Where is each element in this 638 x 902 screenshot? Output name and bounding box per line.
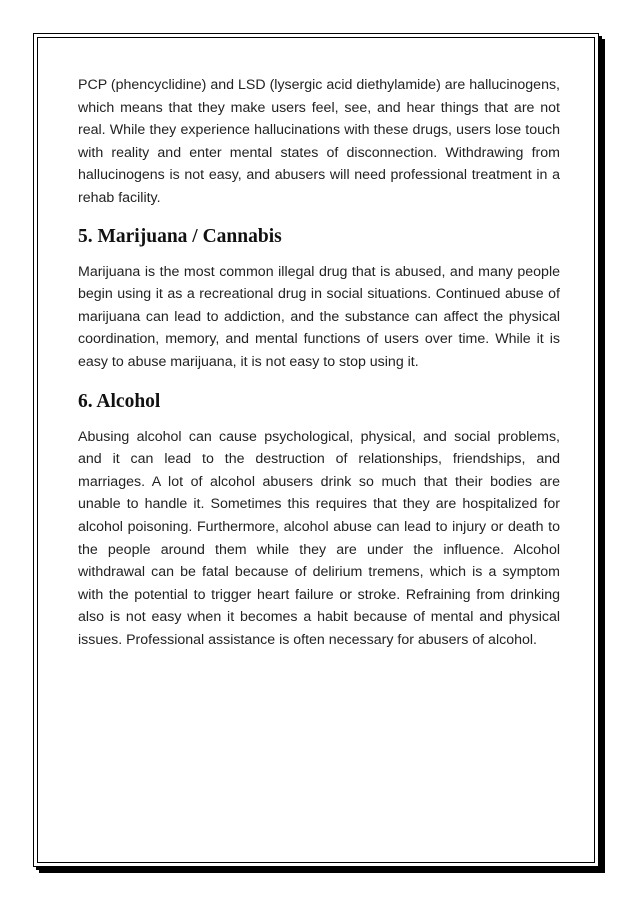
document-content	[78, 74, 560, 651]
intro-paragraph: PCP (phencyclidine) and LSD (lysergic acid diethylamide) are hallucinogens, which means that they make users feel, see, and hear things that are not real. While they experience hallucinations with these drugs, users lose touch with reality and enter mental states of disconnection. Withdrawing from hallucinogens is not easy, and abusers will need professional treatment in a rehab facility.	[78, 77, 560, 206]
section-body-alcohol: Abusing alcohol can cause psychological, physical, and social problems, and it can lead to the destruction of relationships, friendships, and marriages. A lot of alcohol abusers drink so much that their bodies are unable to handle it. Sometimes this requires that they are hospitalized for alcohol poisoning. Furthermore, alcohol abuse can lead to injury or death to the people around them while they are under the influence. Alcohol withdrawal can be fatal because of delirium tremens, which is a symptom with the potential to trigger heart failure or stroke. Refraining from drinking also is not easy when it becomes a habit because of mental and physical issues. Professional assistance is often necessary for abusers of alcohol.	[78, 428, 560, 648]
section-body-marijuana: Marijuana is the most common illegal drug that is abused, and many people begin using it as a recreational drug in social situations. Continued abuse of marijuana can lead to addiction, and the substance can affect the physical coordination, memory, and mental functions of users over time. While it is easy to abuse marijuana, it is not easy to stop using it.	[78, 263, 560, 370]
section-heading-marijuana: 5. Marijuana / Cannabis	[78, 225, 282, 247]
section-heading-alcohol: 6. Alcohol	[78, 390, 161, 412]
